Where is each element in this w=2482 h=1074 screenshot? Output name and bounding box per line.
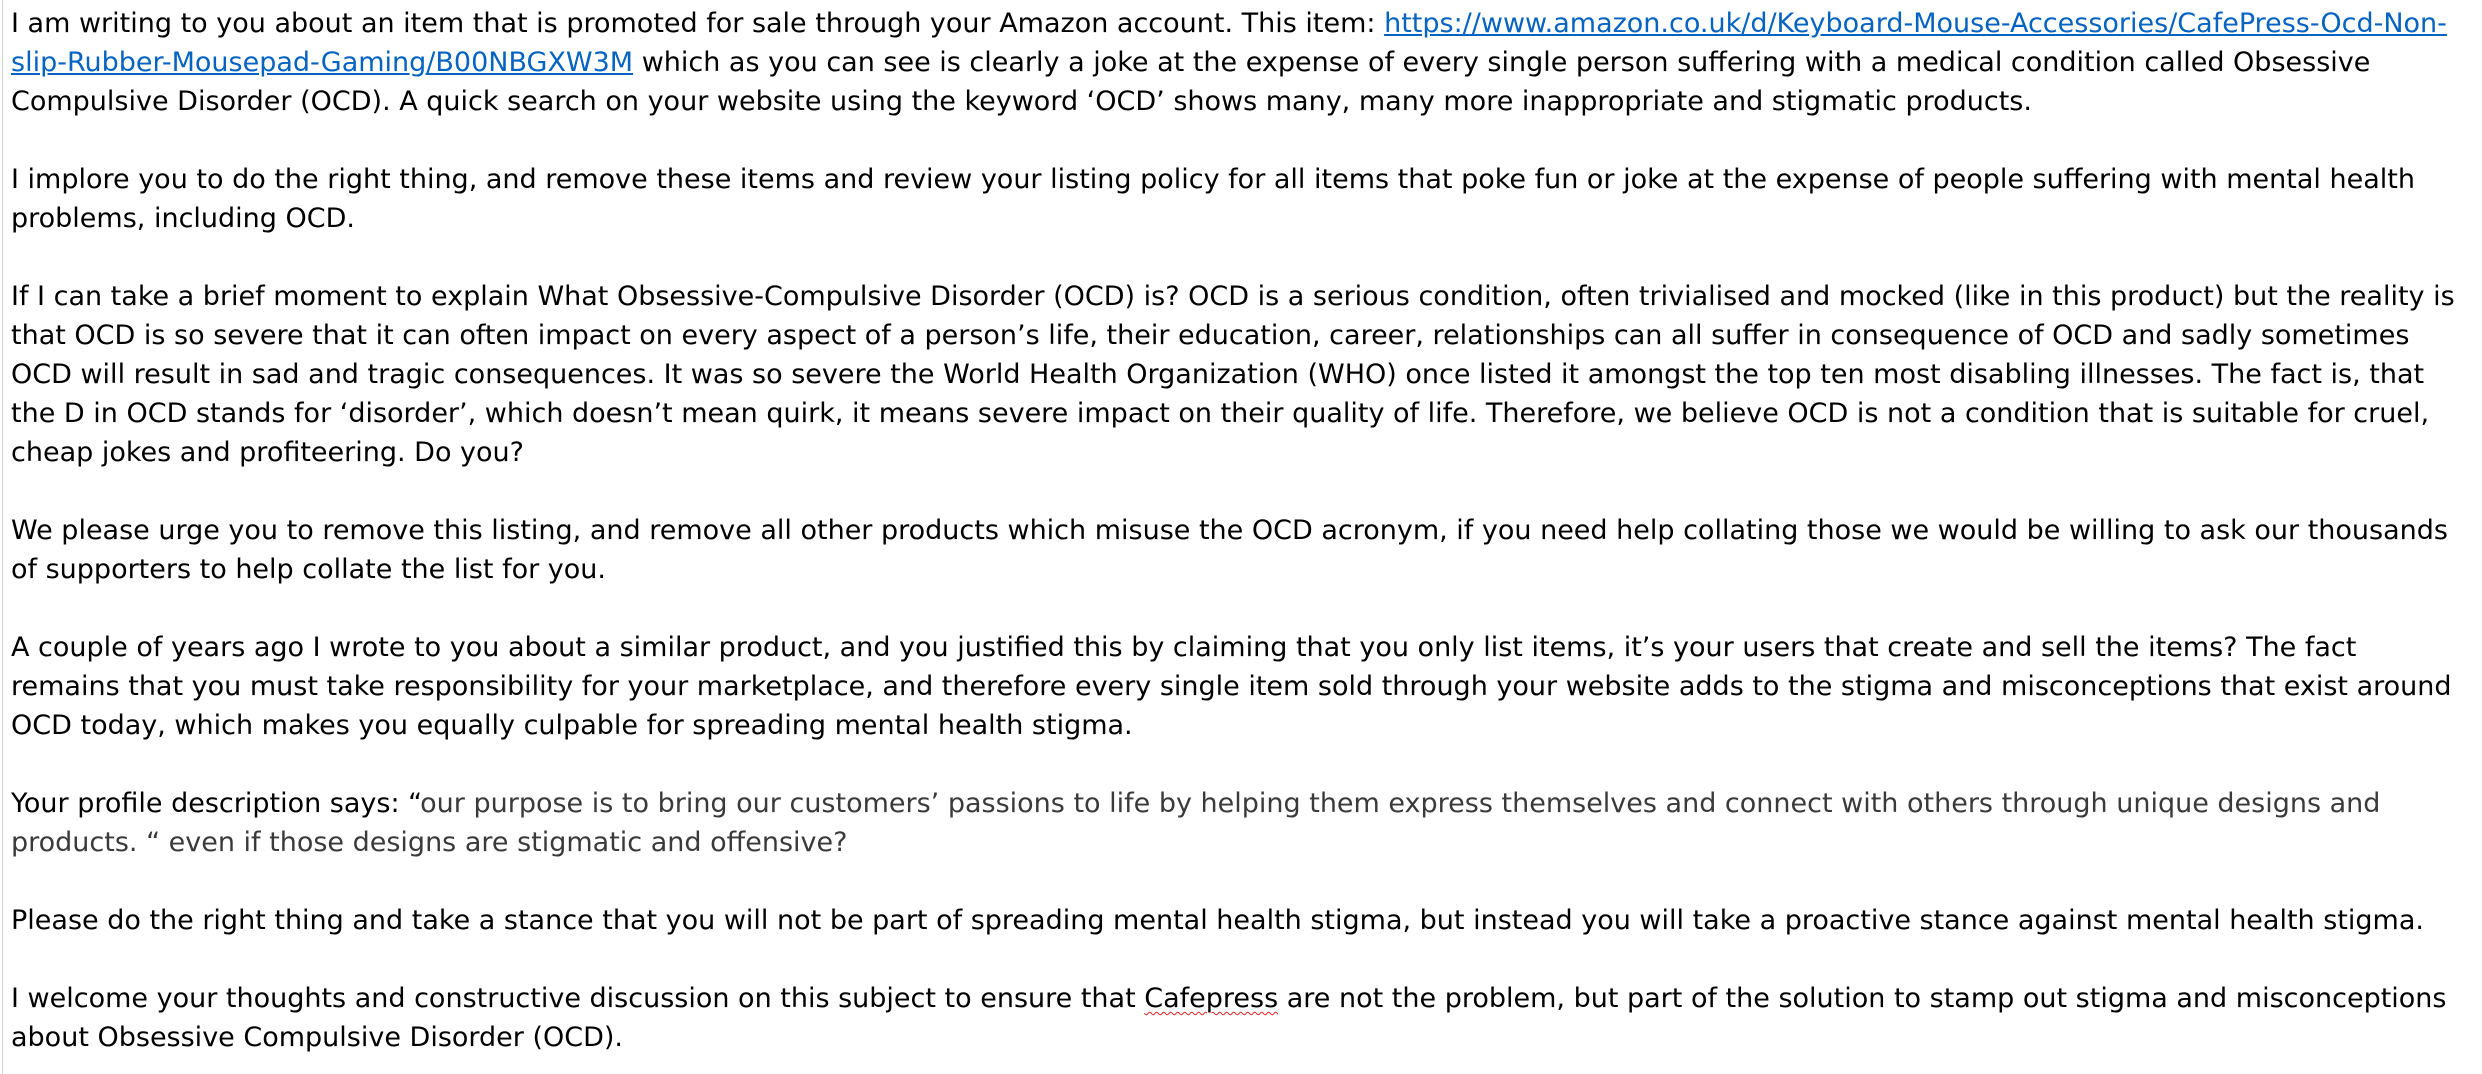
product-link[interactable]: https://www.amazon.co.uk/d/Keyboard-Mouse-Accessories/CafePress-Ocd-Non-slip-Rubber-Mousepad-Gaming/B00NBGXW3M	[11, 8, 2447, 78]
profile-quote: our purpose is to bring our customers’ passions to life by helping them express themselves and connect with others through unique designs and products. “ even if those designs are stigmatic and offensive?	[11, 788, 2381, 858]
closing-text-before-flag: I welcome your thoughts and constructive discussion on this subject to ensure that	[11, 983, 1145, 1014]
paragraph-take-stance: Please do the right thing and take a stance that you will not be part of spreading mental health stigma, but instead you will take a proactive stance against mental health stigma.	[11, 905, 2424, 936]
closing-text-after-flag: are not the problem, but part of the solution to stamp out stigma and misconceptions about Obsessive Compulsive Disorder (OCD).	[11, 983, 2447, 1053]
paragraph-past-correspondence: A couple of years ago I wrote to you about a similar product, and you justified this by claiming that you only list items, it’s your users that create and sell the items? The fact remains that you must take responsibility for your marketplace, and therefore every single item sold through your website adds to the stigma and misconceptions that exist around OCD today, which makes you equally culpable for spreading mental health stigma.	[11, 632, 2452, 741]
profile-text-before-quote: Your profile description says: “	[11, 788, 421, 819]
paragraph-closing	[11, 979, 2472, 1057]
paragraph-implore: I implore you to do the right thing, and remove these items and review your listing policy for all items that poke fun or joke at the expense of people suffering with mental health problems, including OCD.	[11, 164, 2415, 234]
paragraph-profile-description	[11, 784, 2472, 862]
intro-text-after-link: which as you can see is clearly a joke at the expense of every single person suffering with a medical condition called Obsessive Compulsive Disorder (OCD). A quick search on your website using the keyword ‘OCD’ shows many, many more inappropriate and stigmatic products.	[11, 47, 2371, 117]
spellcheck-flagged-word[interactable]: Cafepress	[1144, 983, 1279, 1014]
intro-text-before-link: I am writing to you about an item that is promoted for sale through your Amazon account. This item:	[11, 8, 1385, 39]
paragraph-intro	[11, 4, 2472, 121]
paragraph-urge-removal: We please urge you to remove this listing, and remove all other products which misuse the OCD acronym, if you need help collating those we would be willing to ask our thousands of supporters to help collate the list for you.	[11, 515, 2448, 585]
paragraph-ocd-explanation: If I can take a brief moment to explain What Obsessive-Compulsive Disorder (OCD) is? OCD is a serious condition, often trivialised and mocked (like in this product) but the reality is that OCD is so severe that it can often impact on every aspect of a person’s life, their education, career, relationships can all suffer in consequence of OCD and sadly sometimes OCD will result in sad and tragic consequences. It was so severe the World Health Organization (WHO) once listed it amongst the top ten most disabling illnesses. The fact is, that the D in OCD stands for ‘disorder’, which doesn’t mean quirk, it means severe impact on their quality of life. Therefore, we believe OCD is not a condition that is suitable for cruel, cheap jokes and profiteering. Do you?	[11, 281, 2455, 468]
